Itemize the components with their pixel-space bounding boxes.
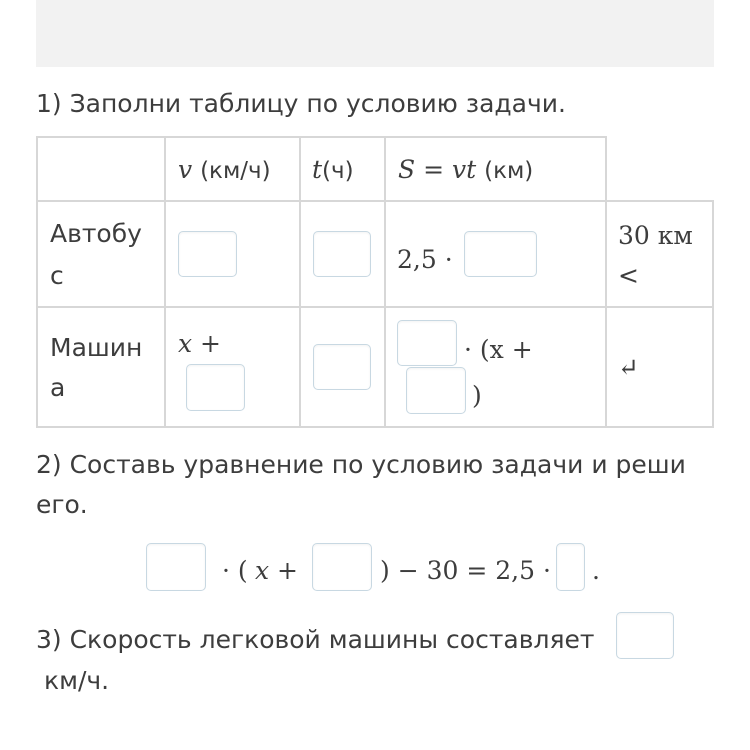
- car-distance-input-1[interactable]: [397, 320, 457, 366]
- equation-part-3: ) − 30 = 2,5 ·: [380, 556, 551, 585]
- data-table: [36, 136, 714, 428]
- speed-answer-input[interactable]: [616, 612, 674, 659]
- equation-input-3[interactable]: [556, 543, 585, 591]
- equation-part-4: .: [592, 556, 600, 585]
- equation-input-1[interactable]: [146, 543, 206, 591]
- car-speed-input[interactable]: [186, 364, 245, 411]
- bus-distance-input[interactable]: [464, 231, 537, 277]
- row-bus-name-line2: с: [50, 261, 64, 290]
- step2-label-line2: его.: [36, 490, 88, 519]
- bus-speed-input[interactable]: [178, 231, 237, 277]
- car-speed-prefix: x +: [178, 329, 221, 358]
- step1-label: 1) Заполни таблицу по условию задачи.: [36, 89, 566, 118]
- top-banner: [36, 0, 714, 67]
- header-s: S = vt (км): [398, 155, 534, 184]
- header-v: v (км/ч): [178, 155, 271, 184]
- bus-time-input[interactable]: [313, 231, 371, 277]
- bus-distance-prefix: 2,5 ·: [397, 245, 453, 274]
- row-car-name-line2: а: [50, 373, 66, 402]
- step3-label-line1: 3) Скорость легковой машины составляет: [36, 625, 595, 654]
- row-car-name-line1: Машин: [50, 333, 143, 362]
- car-distance-suffix-2: ): [472, 381, 482, 410]
- car-distance-suffix-1: · (x +: [464, 335, 533, 364]
- equation-input-2[interactable]: [312, 543, 372, 591]
- equation-part-2: x +: [255, 556, 298, 585]
- car-time-input[interactable]: [313, 344, 371, 390]
- car-distance-input-2[interactable]: [406, 367, 466, 414]
- step2-label-line1: 2) Составь уравнение по условию задачи и реши: [36, 450, 686, 479]
- bus-extra-line1: 30 км: [618, 221, 693, 250]
- header-t: t(ч): [312, 155, 354, 184]
- step3-label-line2: км/ч.: [44, 666, 110, 695]
- bus-extra-line2: <: [618, 261, 639, 290]
- equation-part-1: · (: [222, 556, 248, 585]
- car-extra-symbol: ↵: [618, 353, 639, 382]
- row-bus-name-line1: Автобу: [50, 219, 142, 248]
